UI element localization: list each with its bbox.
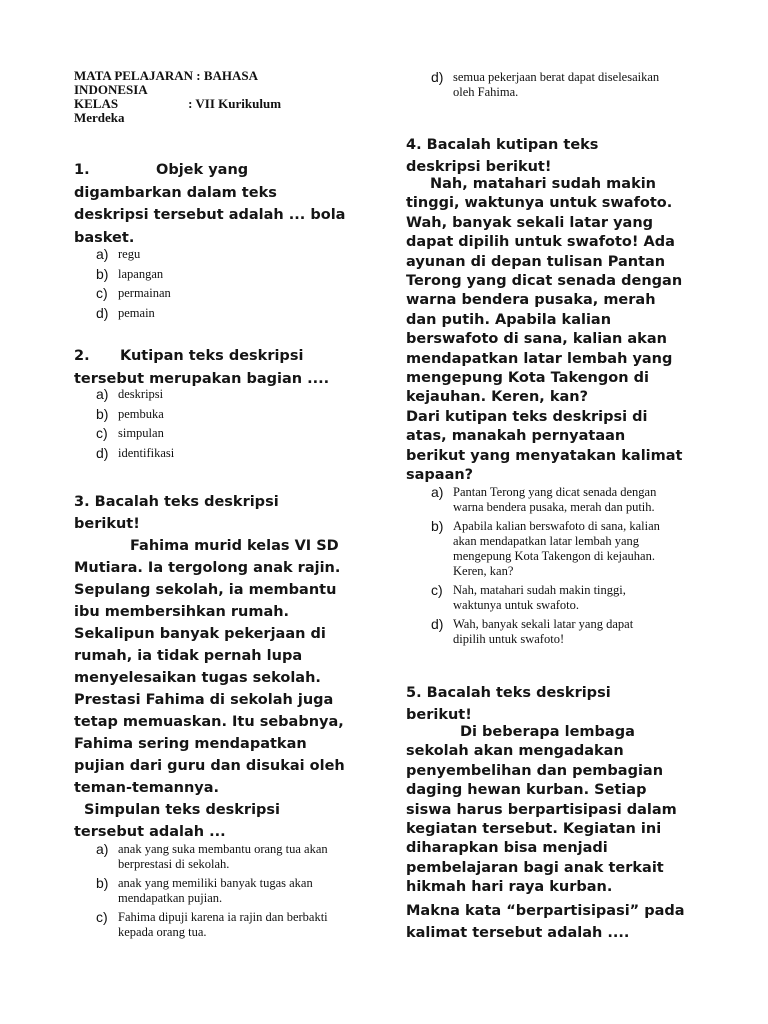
option-text: Pantan Terong yang dicat senada dengan	[453, 485, 657, 499]
question-3-line: berikut!	[74, 516, 140, 532]
option-d[interactable]	[431, 617, 721, 647]
option-letter: b)	[96, 875, 109, 891]
question-1-line: deskripsi tersebut adalah ... bola	[74, 207, 346, 223]
option-letter: c)	[96, 425, 108, 441]
subject-line-cont: INDONESIA	[74, 82, 148, 97]
class-value: : VII Kurikulum	[188, 96, 282, 111]
option-b[interactable]	[96, 876, 366, 906]
question-4-line: ayunan di depan tulisan Pantan	[406, 253, 666, 270]
question-5-line: Di beberapa lembaga	[460, 724, 635, 740]
question-4-line: tinggi, waktunya untuk swafoto.	[406, 195, 673, 212]
question-5-line: hikmah hari raya kurban.	[406, 879, 613, 896]
question-4-passage	[406, 175, 682, 486]
option-text: waktunya untuk swafoto.	[453, 598, 580, 612]
option-text: permainan	[118, 286, 171, 300]
question-3-text	[74, 491, 345, 843]
option-letter: d)	[431, 69, 444, 85]
option-c[interactable]	[96, 286, 346, 301]
option-letter: a)	[96, 246, 109, 262]
option-letter: d)	[96, 444, 109, 461]
question-3-line: Simpulan teks deskripsi	[84, 802, 281, 818]
question-3-options	[96, 842, 366, 940]
question-3-line: Prestasi Fahima di sekolah juga	[74, 692, 334, 708]
question-4-line: dapat dipilih untuk swafoto! Ada	[406, 234, 675, 251]
option-text: pemain	[118, 305, 155, 320]
question-3-line: menyelesaikan tugas sekolah.	[74, 670, 321, 686]
question-5-line: kalimat tersebut adalah ....	[406, 925, 630, 941]
question-4-line: Wah, banyak sekali latar yang	[406, 214, 654, 231]
question-3-line: Sepulang sekolah, ia membantu	[74, 582, 337, 598]
question-5-line: kegiatan tersebut. Kegiatan ini	[406, 821, 662, 838]
question-3-line: Sekalipun banyak pekerjaan di	[74, 626, 326, 642]
question-3-line: ibu membersihkan rumah.	[74, 604, 290, 620]
option-letter: a)	[96, 841, 109, 857]
option-letter: b)	[431, 518, 444, 534]
option-text: akan mendapatkan latar lembah yang	[453, 534, 640, 548]
question-4-line: Terong yang dicat senada dengan	[406, 273, 683, 290]
option-text: pembuka	[118, 406, 164, 421]
question-4-line: Nah, matahari sudah makin	[430, 176, 657, 192]
question-4-line: 4. Bacalah kutipan teks	[406, 137, 599, 153]
option-text: Fahima dipuji karena ia rajin dan berbakti	[118, 910, 328, 924]
option-text: deskripsi	[118, 387, 164, 401]
option-text: anak yang memiliki banyak tugas akan	[118, 876, 313, 890]
option-text: Apabila kalian berswafoto di sana, kalian	[453, 519, 660, 533]
question-3-line: pujian dari guru dan disukai oleh	[74, 758, 345, 774]
option-letter: b)	[96, 265, 109, 282]
question-5-line: 5. Bacalah teks deskripsi	[406, 685, 611, 701]
option-c[interactable]	[96, 426, 346, 441]
option-letter: a)	[96, 386, 109, 402]
question-5-line: berikut!	[406, 707, 472, 723]
option-letter: c)	[96, 909, 108, 925]
option-d[interactable]	[96, 446, 346, 461]
question-1-line-text: Objek yang	[156, 162, 249, 178]
question-3-line: rumah, ia tidak pernah lupa	[74, 648, 303, 664]
question-4-line: dan putih. Apabila kalian	[406, 311, 612, 328]
question-4-line: mendapatkan latar lembah yang	[406, 350, 673, 367]
option-text: mendapatkan pujian.	[118, 891, 223, 905]
question-2-text	[74, 345, 329, 390]
option-text: Keren, kan?	[453, 564, 514, 578]
question-4-line: atas, manakah pernyataan	[406, 428, 626, 445]
question-1-number: 1.	[74, 162, 90, 178]
option-text: regu	[118, 247, 141, 261]
class-label: KELAS	[74, 96, 119, 111]
option-text: identifikasi	[118, 445, 175, 460]
question-4-options	[431, 485, 721, 647]
question-3-line: Fahima murid kelas VI SD	[130, 538, 339, 554]
option-a[interactable]	[96, 247, 346, 262]
question-3-line: Fahima sering mendapatkan	[74, 736, 307, 752]
question-5-text	[406, 682, 611, 726]
option-c[interactable]	[96, 910, 366, 940]
question-3-line: 3. Bacalah teks deskripsi	[74, 494, 279, 510]
class-line-cont: Merdeka	[74, 110, 125, 125]
question-3-line: tetap memuaskan. Itu sebabnya,	[74, 714, 344, 730]
question-3-options-cont	[431, 70, 711, 100]
option-letter: c)	[431, 582, 443, 598]
option-b[interactable]	[96, 407, 346, 422]
question-4-line: Dari kutipan teks deskripsi di	[406, 408, 648, 425]
question-5-passage	[406, 723, 677, 898]
option-text: mengepung Kota Takengon di kejauhan.	[453, 549, 655, 563]
question-5-line: sekolah akan mengadakan	[406, 743, 624, 760]
question-2-line-text: Kutipan teks deskripsi	[120, 348, 304, 364]
option-a[interactable]	[96, 842, 366, 872]
question-5-line: Makna kata “berpartisipasi” pada	[406, 903, 685, 919]
option-text: oleh Fahima.	[453, 85, 519, 99]
class-line	[74, 97, 334, 111]
question-1-text	[74, 159, 345, 249]
option-text: simpulan	[118, 426, 164, 440]
option-letter: c)	[96, 285, 108, 301]
question-1-line	[74, 159, 345, 182]
question-1-line: digambarkan dalam teks	[74, 184, 277, 201]
option-letter: b)	[96, 405, 109, 422]
question-4-line: berswafoto di sana, kalian akan	[406, 331, 667, 348]
option-text: lapangan	[118, 266, 164, 281]
question-4-line: deskripsi berikut!	[406, 159, 552, 175]
option-text: Nah, matahari sudah makin tinggi,	[453, 583, 626, 597]
question-4-line: warna bendera pusaka, merah	[406, 292, 656, 309]
option-text: semua pekerjaan berat dapat diselesaikan	[453, 70, 660, 84]
question-3-line: Mutiara. Ia tergolong anak rajin.	[74, 560, 341, 576]
option-text: kepada orang tua.	[118, 925, 207, 939]
question-2-options	[96, 387, 346, 461]
option-d[interactable]	[431, 70, 711, 100]
option-c[interactable]	[431, 583, 721, 613]
question-2-line	[74, 345, 329, 368]
question-4-line: berikut yang menyatakan kalimat	[406, 447, 683, 464]
question-1-line: basket.	[74, 229, 135, 246]
question-5-line: penyembelihan dan pembagian	[406, 762, 664, 779]
question-4-line: kejauhan. Keren, kan?	[406, 389, 588, 406]
option-text: anak yang suka membantu orang tua akan	[118, 842, 328, 856]
option-letter: d)	[96, 304, 109, 321]
question-4-text	[406, 134, 598, 178]
question-4-line: sapaan?	[406, 467, 474, 484]
option-text: berprestasi di sekolah.	[118, 857, 230, 871]
question-3-line: tersebut adalah ...	[74, 824, 226, 840]
option-text: warna bendera pusaka, merah dan putih.	[453, 500, 655, 514]
option-a[interactable]	[431, 485, 721, 515]
question-1-options	[96, 247, 346, 321]
option-b[interactable]	[431, 519, 721, 579]
question-5-line: siswa harus berpartisipasi dalam	[406, 801, 677, 818]
subject-line: MATA PELAJARAN : BAHASA	[74, 68, 259, 83]
option-d[interactable]	[96, 306, 346, 321]
option-letter: d)	[431, 616, 444, 632]
question-5-line: pembelajaran bagi anak terkait	[406, 859, 664, 876]
question-5-prompt	[406, 900, 685, 944]
question-4-line: mengepung Kota Takengon di	[406, 370, 649, 387]
option-text: dipilih untuk swafoto!	[453, 632, 565, 646]
option-letter: a)	[431, 484, 444, 500]
question-2-number: 2.	[74, 348, 90, 364]
option-text: Wah, banyak sekali latar yang dapat	[453, 617, 634, 631]
question-2-line: tersebut merupakan bagian ....	[74, 370, 330, 387]
question-5-line: diharapkan bisa menjadi	[406, 840, 608, 857]
option-b[interactable]	[96, 267, 346, 282]
document-header	[74, 69, 334, 125]
option-a[interactable]	[96, 387, 346, 402]
question-3-line: teman-temannya.	[74, 780, 220, 796]
question-5-line: daging hewan kurban. Setiap	[406, 782, 647, 799]
